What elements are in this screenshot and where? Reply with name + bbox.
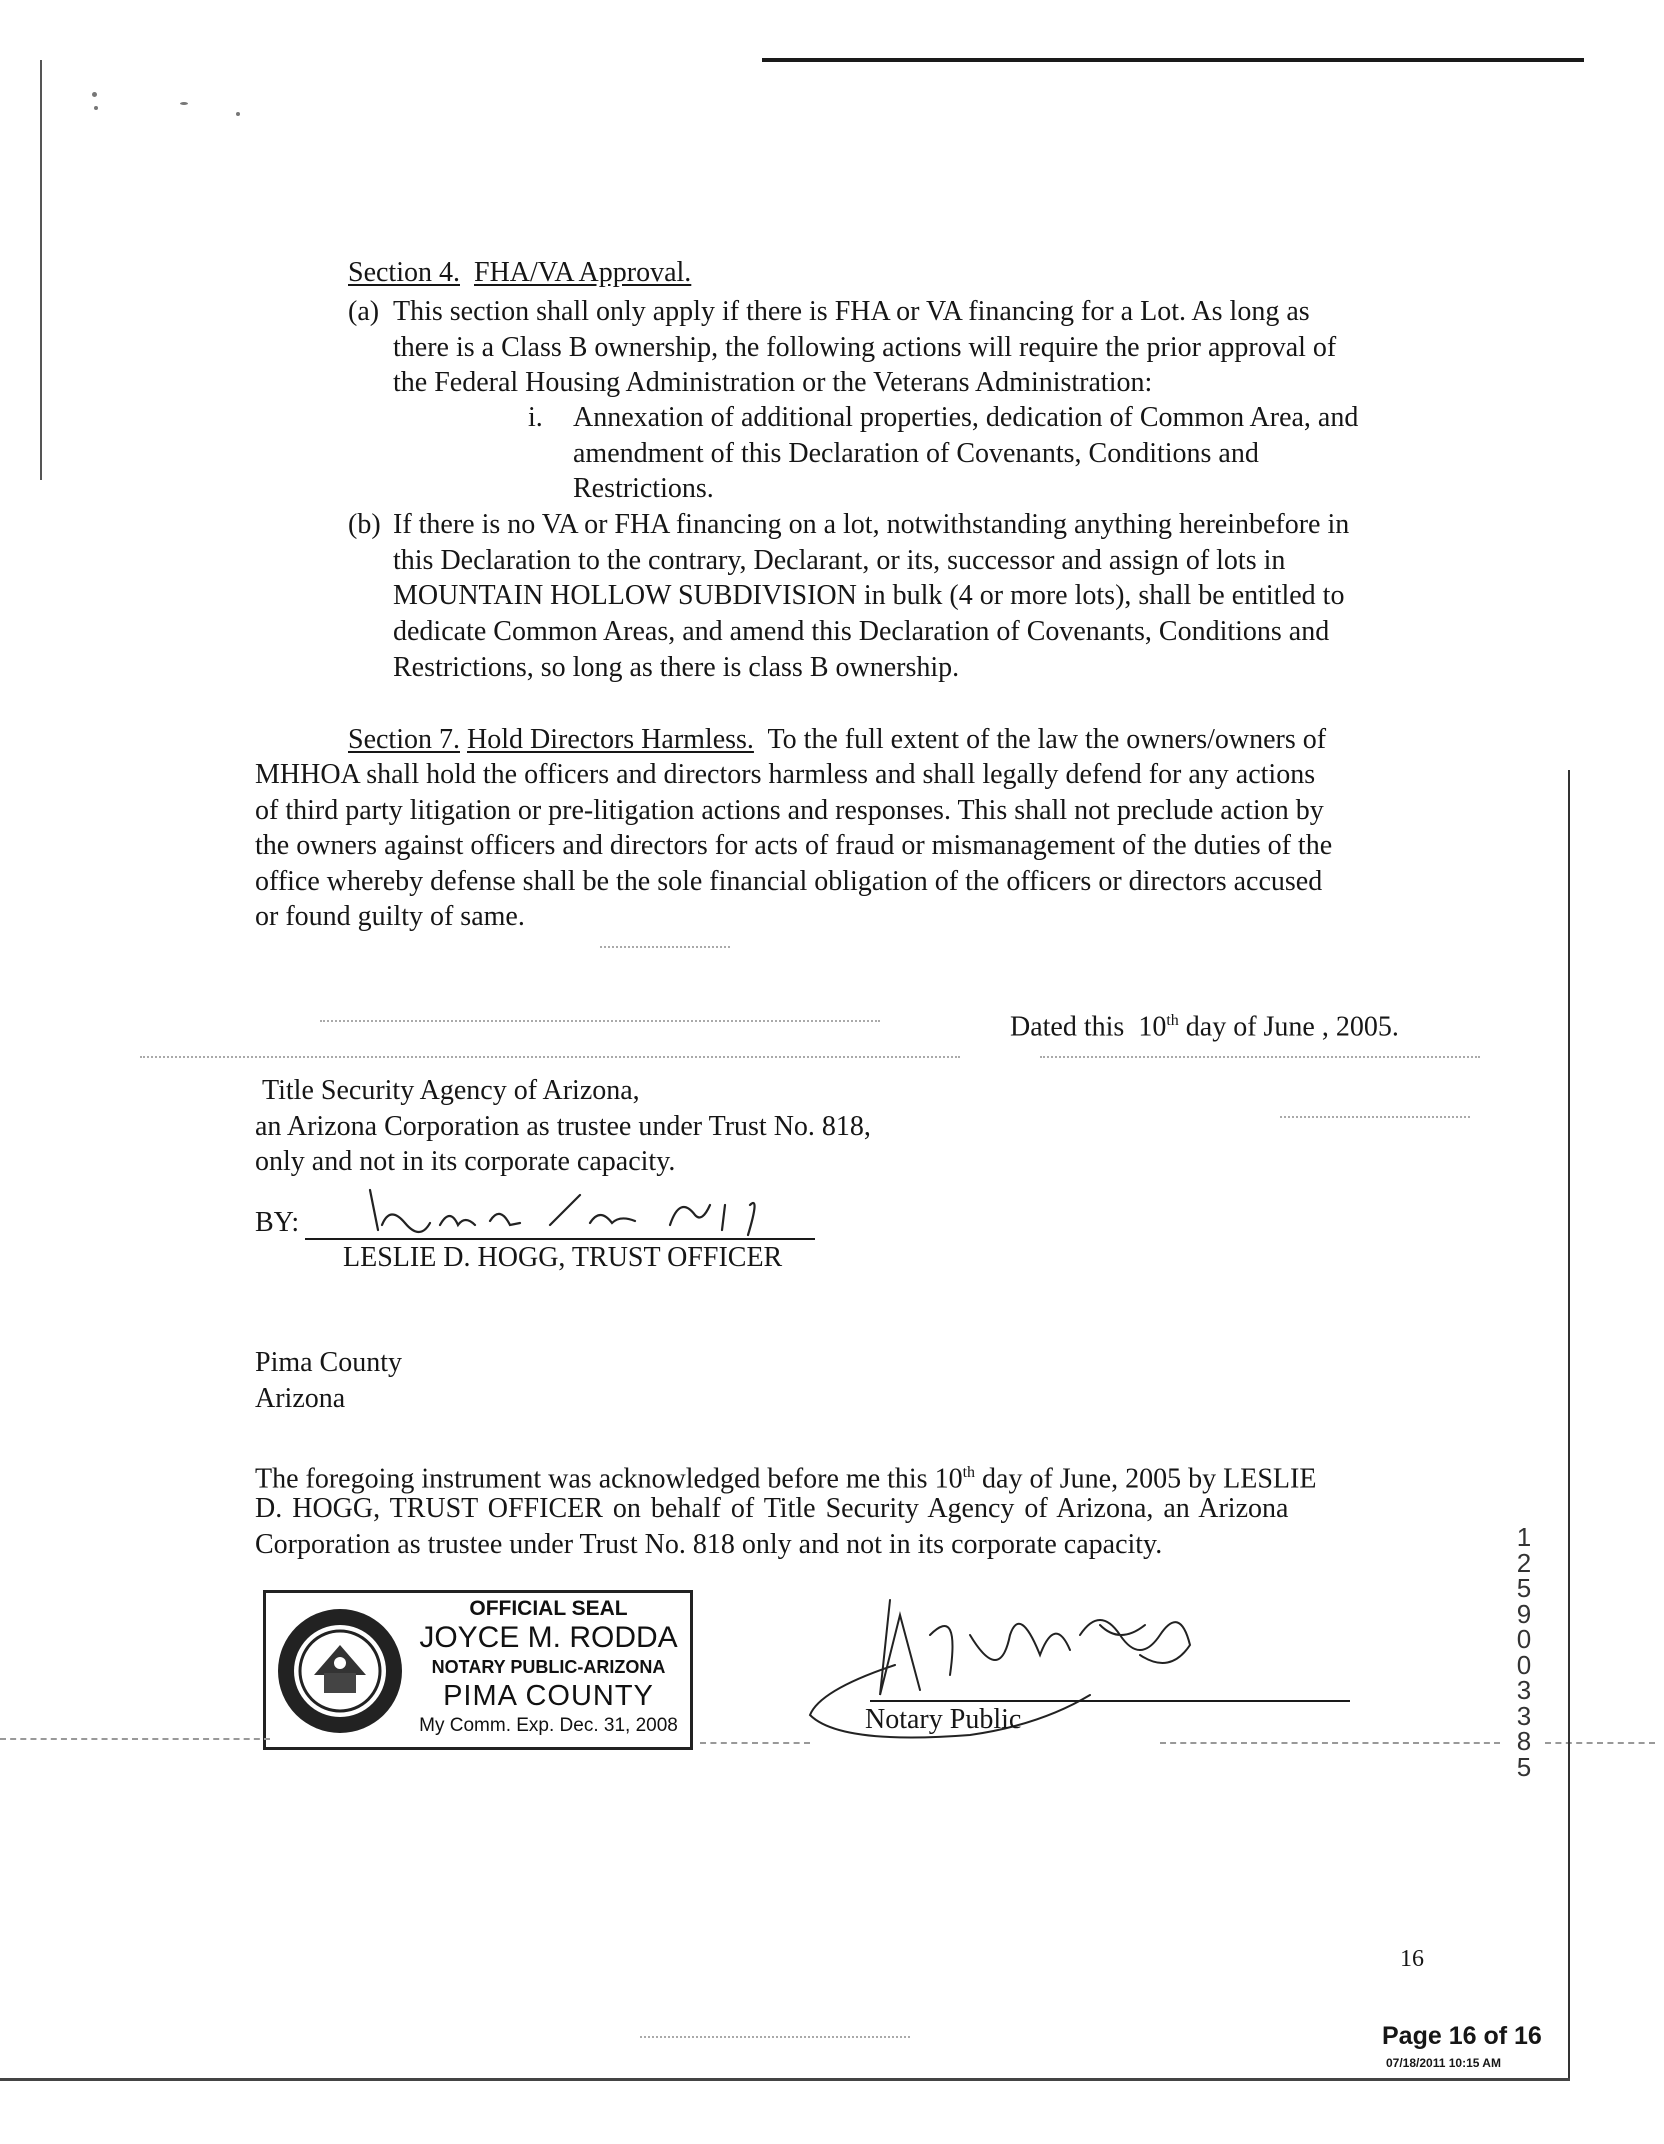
ack-line1b: day of June, 2005 by LESLIE [982, 1463, 1317, 1495]
section4-i-line: Restrictions. [573, 473, 714, 504]
signer-name: LESLIE D. HOGG, TRUST OFFICER [343, 1242, 783, 1273]
venue-state: Arizona [255, 1383, 346, 1414]
scan-noise [1280, 1116, 1470, 1118]
notary-public-label: Notary Public [865, 1704, 1022, 1735]
state-seal-emblem [274, 1605, 406, 1737]
section7-line: office whereby defense shall be the sole financial obligation of the officers or directors accused [255, 866, 1323, 897]
footer-timestamp: 07/18/2011 10:15 AM [1386, 2056, 1501, 2070]
scan-speck [236, 112, 240, 116]
trustee-line: Title Security Agency of Arizona, [262, 1075, 640, 1106]
section4-title: FHA/VA Approval. [474, 257, 692, 288]
scan-speck [180, 102, 188, 105]
ack-ordinal: th [962, 1464, 976, 1481]
seal-notary-name: JOYCE M. RODDA [419, 1621, 678, 1654]
ack-line: D. HOGG, TRUST OFFICER on behalf of Title Security Agency of Arizona, an Arizona [255, 1493, 1289, 1524]
section4-b-line: If there is no VA or FHA financing on a lot, notwithstanding anything hereinbefore in [393, 509, 1350, 540]
section7-line: To the full extent of the law the owners/owners of [767, 724, 1327, 755]
scan-noise [1160, 1742, 1500, 1744]
section7-line: the owners against officers and directors for acts of fraud or mismanagement of the duties of the [255, 830, 1333, 861]
section7-first-line [348, 722, 1326, 758]
seal-title: OFFICIAL SEAL [469, 1597, 628, 1620]
dated-prefix: Dated this [1010, 1011, 1125, 1043]
section7-title: Hold Directors Harmless. [467, 724, 754, 755]
section4-b-line: MOUNTAIN HOLLOW SUBDIVISION in bulk (4 or more lots), shall be entitled to [393, 580, 1345, 611]
dated-day: 10 [1138, 1011, 1167, 1043]
scan-noise [600, 946, 730, 948]
section4-i-line: amendment of this Declaration of Covenants, Conditions and [573, 438, 1259, 469]
section7-line: of third party litigation or pre-litigation actions and responses. This shall not preclude action by [255, 795, 1324, 826]
trustee-line: only and not in its corporate capacity. [255, 1146, 676, 1177]
top-rule [762, 58, 1584, 62]
page-number: 16 [1400, 1946, 1424, 1972]
scan-speck [92, 92, 97, 97]
dated-line [1010, 1003, 1399, 1045]
scan-noise [320, 1020, 880, 1022]
section4-b-line: dedicate Common Areas, and amend this Declaration of Covenants, Conditions and [393, 616, 1330, 647]
section4-a-line: This section shall only apply if there is FHA or VA financing for a Lot. As long as [393, 296, 1310, 327]
seal-role: NOTARY PUBLIC-ARIZONA [431, 1657, 666, 1677]
ack-day: 10 [934, 1463, 963, 1495]
right-margin-line [1568, 770, 1570, 2080]
by-label: BY: [255, 1207, 300, 1238]
scan-noise [1040, 1056, 1480, 1058]
dated-ordinal: th [1166, 1012, 1179, 1029]
section4-b-line: this Declaration to the contrary, Declarant, or its, successor and assign of lots in [393, 545, 1286, 576]
ack-line: Corporation as trustee under Trust No. 818 only and not in its corporate capacity. [255, 1529, 1163, 1560]
scan-noise [640, 2036, 910, 2038]
scan-noise [140, 1056, 960, 1058]
scan-noise [700, 1742, 810, 1744]
venue-county: Pima County [255, 1347, 403, 1378]
scan-noise [1545, 1742, 1655, 1744]
ack-line1a: The foregoing instrument was acknowledged before me this [255, 1463, 928, 1495]
section7-line: MHHOA shall hold the officers and directors harmless and shall legally defend for any actions [255, 759, 1316, 790]
left-margin-line [40, 60, 42, 480]
section4-number: Section 4. [348, 257, 460, 288]
section4-b-marker: (b) [348, 509, 381, 540]
section7-number: Section 7. [348, 724, 460, 755]
section7-line: or found guilty of same. [255, 901, 525, 932]
seal-county: PIMA COUNTY [443, 1680, 654, 1712]
official-seal [263, 1590, 693, 1750]
section4-a-marker: (a) [348, 296, 380, 327]
scan-noise [0, 1738, 270, 1740]
section4-a-line: the Federal Housing Administration or the Veterans Administration: [393, 367, 1153, 398]
scan-speck [94, 106, 98, 110]
seal-text [406, 1597, 691, 1739]
trustee-line: an Arizona Corporation as trustee under Trust No. 818, [255, 1111, 871, 1142]
footer-page-of: Page 16 of 16 [1382, 2022, 1542, 2050]
seal-expiry: My Comm. Exp. Dec. 31, 2008 [419, 1715, 678, 1736]
dated-suffix: day of June , 2005. [1185, 1011, 1399, 1043]
trustee-signature [350, 1185, 820, 1245]
section4-i-line: Annexation of additional properties, dedication of Common Area, and [573, 402, 1359, 433]
section4-a-line: there is a Class B ownership, the following actions will require the prior approval of [393, 332, 1337, 363]
section4-heading [348, 255, 691, 291]
section4-b-line: Restrictions, so long as there is class B ownership. [393, 652, 960, 683]
section4-i-marker: i. [528, 402, 543, 433]
bottom-rule [0, 2078, 1570, 2081]
recording-stamp: 12590 03385 [1516, 1522, 1532, 1782]
